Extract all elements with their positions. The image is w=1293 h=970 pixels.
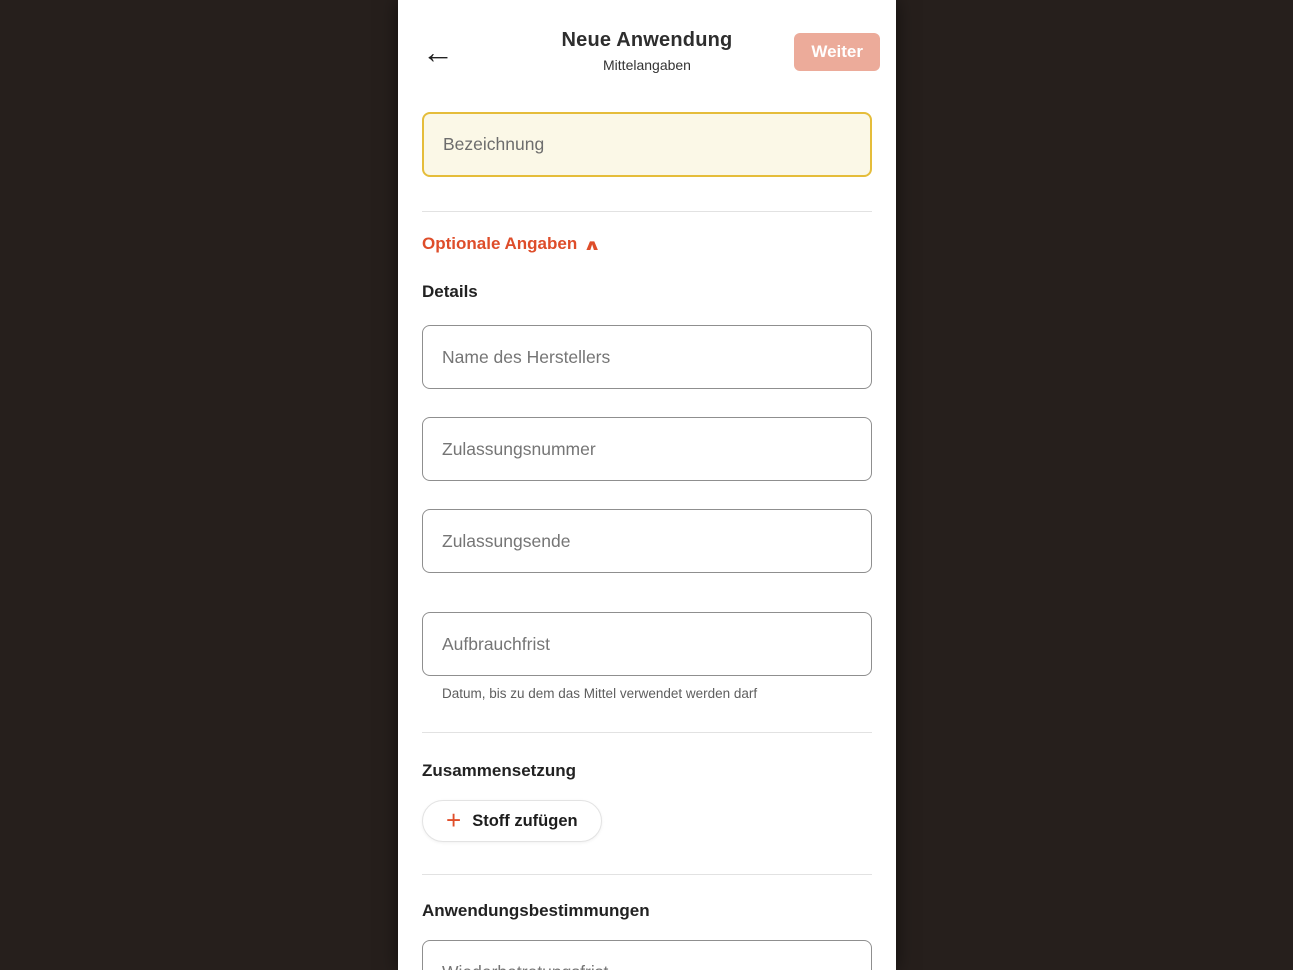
page-title: Neue Anwendung (561, 29, 733, 51)
divider (422, 732, 872, 733)
back-arrow-icon: ← (422, 33, 454, 70)
bezeichnung-input[interactable] (422, 112, 872, 177)
zulassungsnummer-input[interactable] (422, 417, 872, 481)
details-heading: Details (422, 282, 478, 301)
plus-icon: + (446, 804, 462, 835)
weiter-button[interactable]: Weiter (794, 33, 880, 71)
chevron-up-icon: ∧ (583, 236, 602, 254)
page-subtitle: Mittelangaben (603, 57, 691, 73)
zulassungsende-input[interactable] (422, 509, 872, 573)
back-button[interactable] (416, 30, 460, 74)
wiederbetretungsfrist-input[interactable] (422, 940, 872, 970)
divider (422, 211, 872, 212)
optional-angaben-label: Optionale Angaben (422, 234, 578, 253)
aufbrauchfrist-input[interactable] (422, 612, 872, 676)
app-header (398, 0, 896, 96)
hersteller-input[interactable] (422, 325, 872, 389)
optional-angaben-toggle[interactable] (422, 234, 602, 254)
app-screen (398, 0, 896, 970)
add-substance-button[interactable] (422, 800, 602, 842)
form-scroll-area (398, 0, 896, 970)
anwendungsbestimmungen-heading: Anwendungsbestimmungen (422, 901, 650, 920)
zusammensetzung-heading: Zusammensetzung (422, 761, 576, 780)
divider (422, 874, 872, 875)
add-substance-label: Stoff zufügen (472, 811, 578, 830)
aufbrauchfrist-helper-text: Datum, bis zu dem das Mittel verwendet werden darf (442, 686, 758, 701)
